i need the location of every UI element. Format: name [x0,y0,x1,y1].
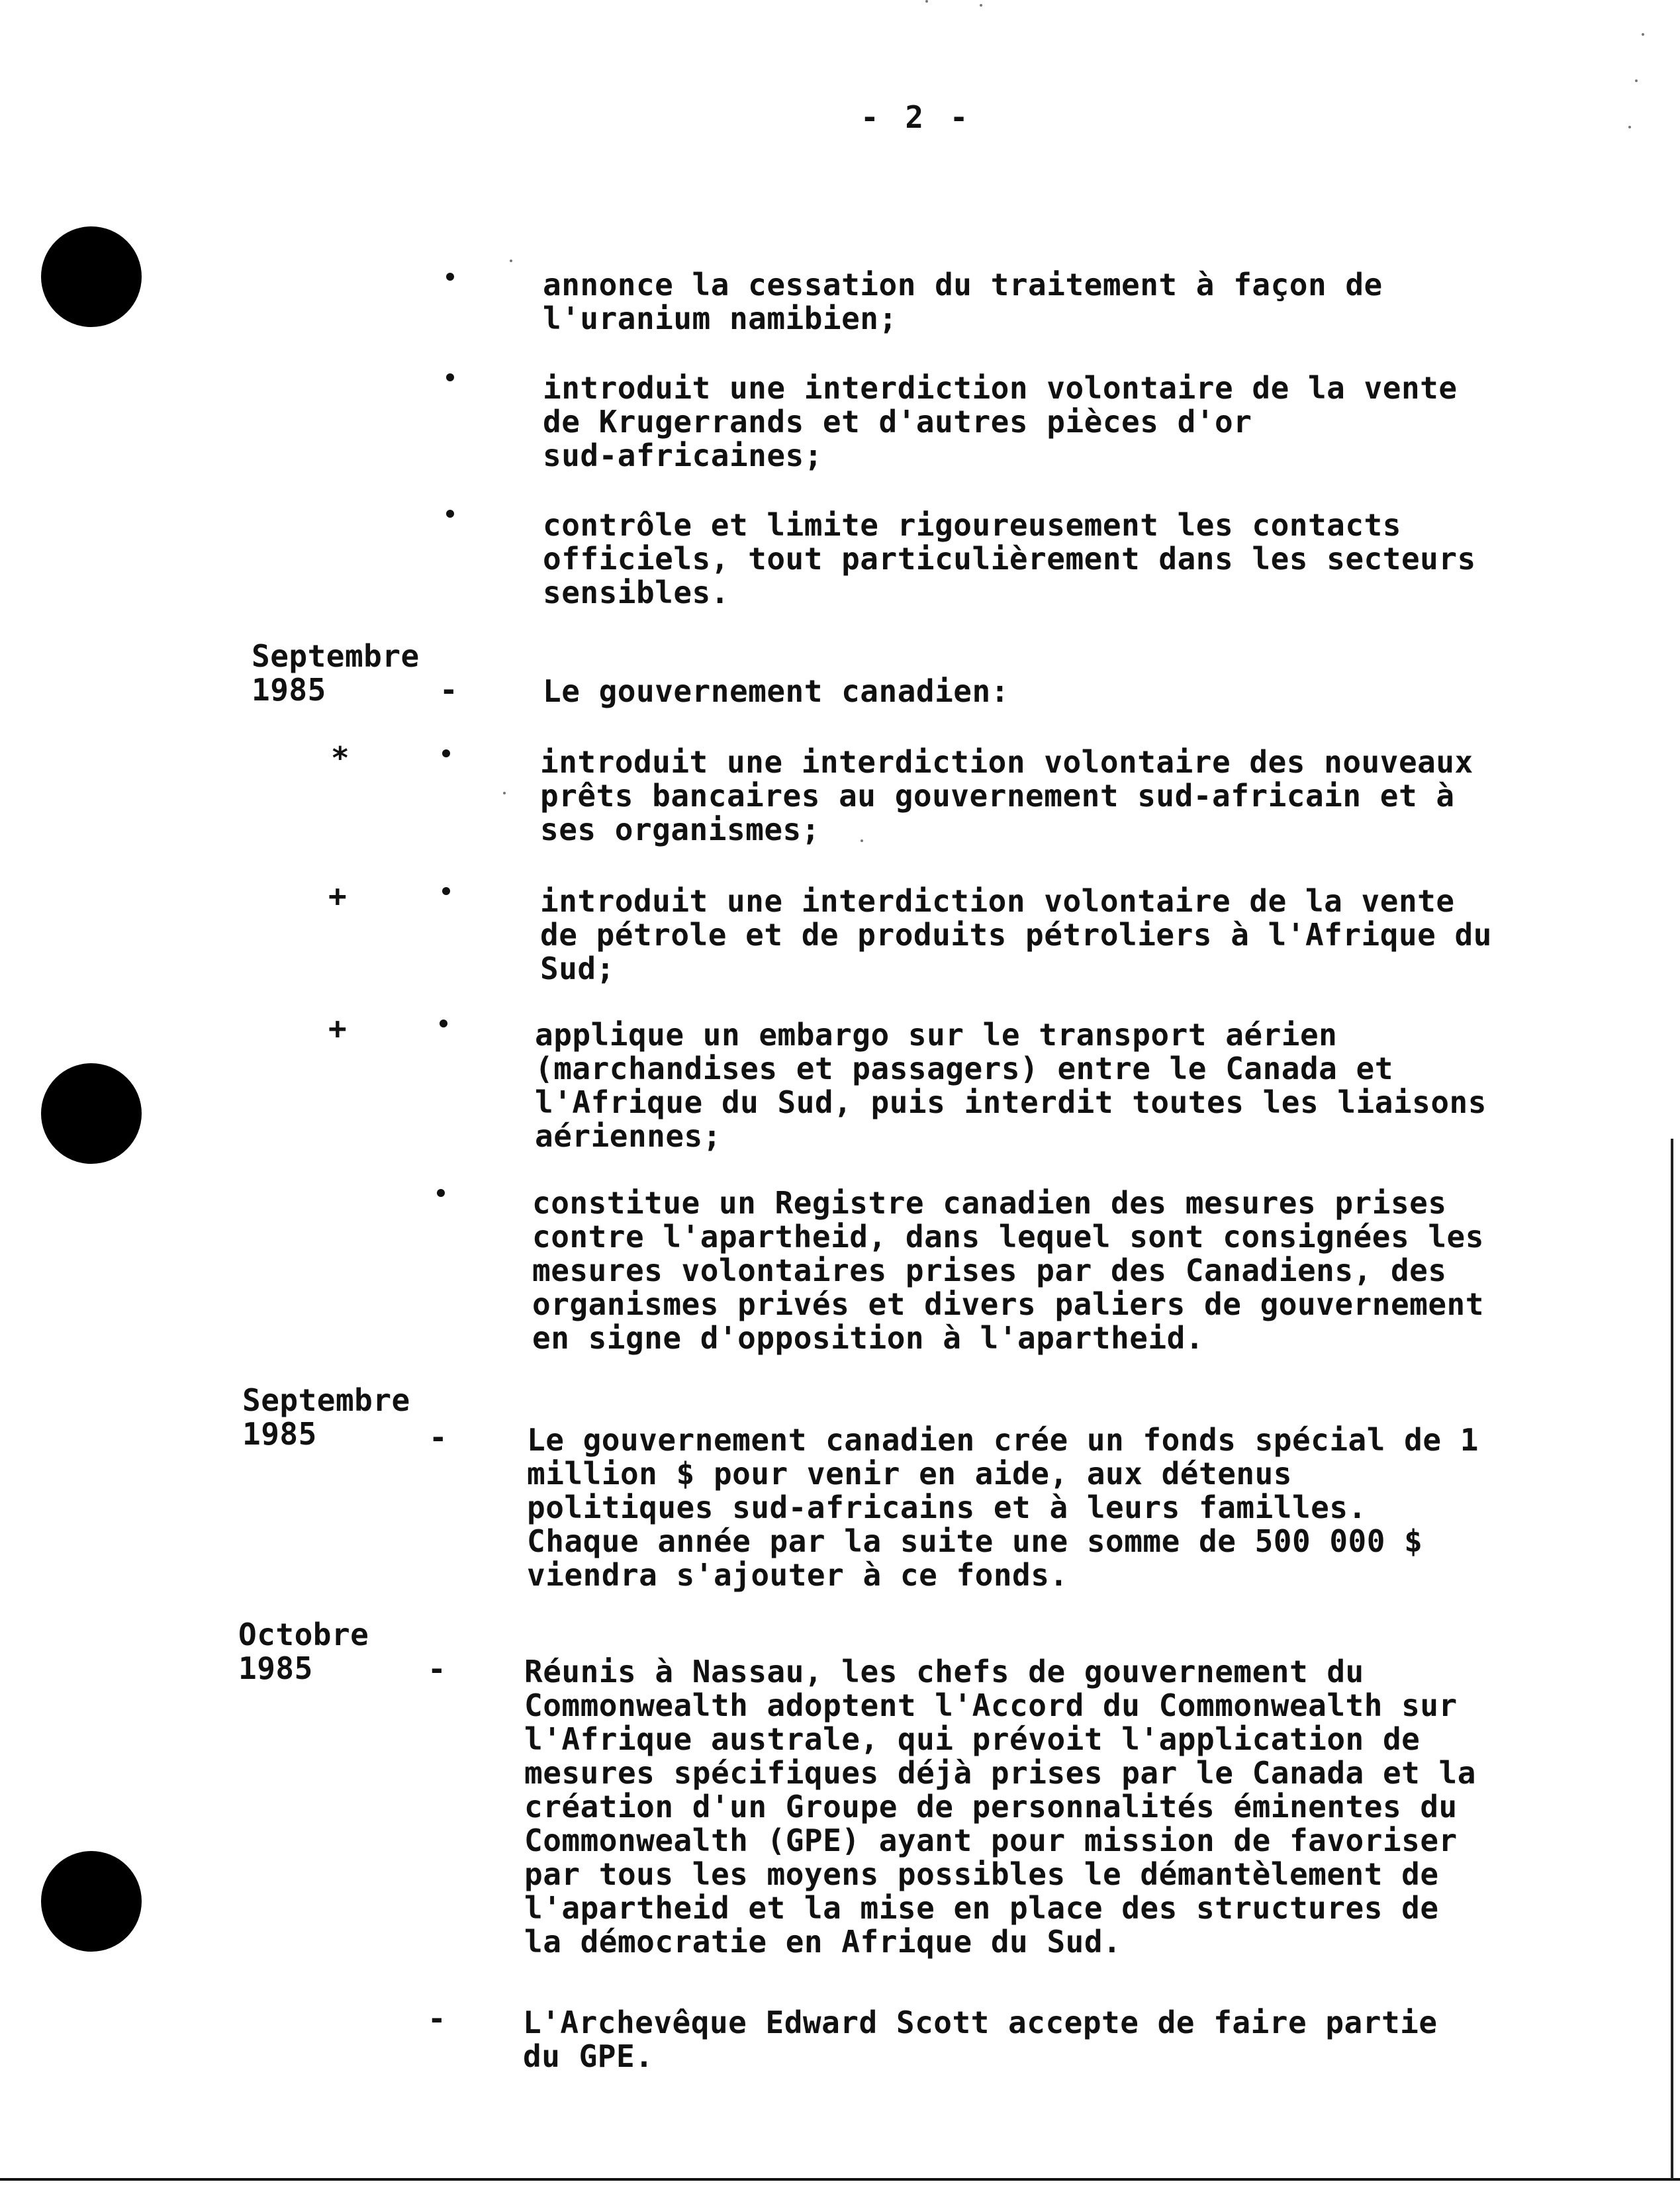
bullet-4 [442,749,450,757]
entry-4-line-0: introduit une interdiction volontaire des nouveaux [540,744,1473,780]
entry-0-line-1: l'uranium namibien; [543,301,898,336]
bullet-6 [440,1020,447,1027]
entry-3-date-month: Septembre [252,638,420,674]
entry-0-line-0: annonce la cessation du traitement à façon de [543,267,1383,303]
punch-hole-top [41,226,142,327]
entry-6-line-1: (marchandises et passagers) entre le Canada et [535,1051,1393,1086]
entry-9-line-4: création d'un Groupe de personnalités éminentes du [524,1789,1458,1825]
entry-4-text [540,745,1473,847]
scan-speck [1635,79,1638,82]
entry-5-line-2: Sud; [540,951,615,986]
entry-7-line-0: constitue un Registre canadien des mesures prises [532,1185,1447,1221]
scan-speck [503,792,506,794]
entry-6-line-2: l'Afrique du Sud, puis interdit toutes les liaisons [535,1084,1487,1120]
entry-4-line-1: prêts bancaires au gouvernement sud-africain et à [540,778,1455,814]
entry-8-dash: - [429,1419,447,1455]
entry-2-text [543,508,1476,610]
entry-8-date [242,1384,410,1451]
entry-8-line-0: Le gouvernement canadien crée un fonds spécial de 1 [527,1422,1479,1458]
entry-6-line-0: applique un embargo sur le transport aérien [535,1017,1338,1053]
bullet-2 [446,510,454,518]
entry-6-text [535,1018,1487,1153]
scan-speck [1628,126,1631,128]
entry-3-date [252,640,420,707]
entry-8-line-1: million $ pour venir en aide, aux détenus [527,1456,1292,1492]
bullet-1 [446,373,454,381]
entry-9-date-year: 1985 [238,1650,313,1686]
entry-5-line-1: de pétrole et de produits pétroliers à l'Afrique du [540,917,1492,953]
entry-0-text [543,268,1383,336]
entry-6-line-3: aériennes; [535,1118,722,1154]
entry-1-line-0: introduit une interdiction volontaire de la vente [543,370,1458,406]
entry-7-line-1: contre l'apartheid, dans lequel sont consignées les [532,1219,1484,1255]
entry-7-text [532,1186,1484,1355]
entry-9-dash: - [428,1651,446,1687]
entry-2-line-2: sensibles. [543,575,729,610]
scan-speck [1642,33,1644,36]
scan-bottom-edge [0,2178,1680,2181]
scan-speck [510,260,512,262]
entry-7-line-2: mesures volontaires prises par des Canadiens, des [532,1253,1447,1288]
entry-9-line-8: la démocratie en Afrique du Sud. [524,1924,1122,1960]
entry-8-text [527,1423,1479,1592]
entry-9-line-6: par tous les moyens possibles le démantèlement de [524,1856,1439,1892]
entry-7-line-3: organismes privés et divers paliers de gouvernement [532,1286,1484,1322]
entry-10-text [523,2006,1438,2073]
entry-8-line-2: politiques sud-africains et à leurs familles. [527,1490,1367,1525]
entry-5-text [540,884,1492,986]
entry-4-marker: * [331,740,350,776]
entry-5-line-0: introduit une interdiction volontaire de la vente [540,883,1455,919]
page-number: - 2 - [861,99,972,135]
entry-2-line-0: contrôle et limite rigoureusement les contacts [543,507,1401,543]
entry-1-line-1: de Krugerrands et d'autres pièces d'or [543,404,1252,440]
bullet-0 [446,273,454,281]
entry-3-date-year: 1985 [252,672,326,708]
entry-9-line-3: mesures spécifiques déjà prises par le Canada et la [524,1755,1476,1791]
entry-1-text [543,371,1458,473]
entry-3-line-0: Le gouvernement canadien: [543,673,1009,709]
entry-9-date [238,1618,369,1686]
entry-1-line-2: sud-africaines; [543,438,823,473]
scan-right-edge [1671,1139,1673,2179]
entry-10-dash: - [428,2001,446,2036]
entry-8-line-4: viendra s'ajouter à ce fonds. [527,1557,1068,1593]
entry-9-date-month: Octobre [238,1617,369,1652]
entry-2-line-1: officiels, tout particulièrement dans les secteurs [543,541,1476,577]
entry-5-marker: + [328,878,347,914]
entry-9-line-0: Réunis à Nassau, les chefs de gouvernement du [524,1654,1364,1689]
entry-9-line-5: Commonwealth (GPE) ayant pour mission de favoriser [524,1823,1458,1858]
scan-speck [861,839,863,842]
entry-10-line-1: du GPE. [523,2038,654,2074]
entry-6-marker: + [328,1010,347,1046]
entry-8-date-year: 1985 [242,1416,317,1452]
scan-speck [980,4,982,7]
entry-4-line-2: ses organismes; [540,812,820,847]
entry-3-text [543,675,1009,708]
entry-8-date-month: Septembre [242,1382,410,1418]
entry-7-line-4: en signe d'opposition à l'apartheid. [532,1320,1204,1356]
entry-10-line-0: L'Archevêque Edward Scott accepte de faire partie [523,2005,1438,2040]
punch-hole-middle [41,1063,142,1164]
bullet-7 [437,1189,445,1197]
entry-3-dash: - [440,672,458,708]
bullet-5 [442,887,450,895]
entry-8-line-3: Chaque année par la suite une somme de 500 000 $ [527,1523,1423,1559]
scan-speck [925,0,928,3]
entry-9-line-1: Commonwealth adoptent l'Accord du Commonwealth sur [524,1687,1458,1723]
entry-9-line-7: l'apartheid et la mise en place des structures de [524,1890,1439,1926]
entry-9-line-2: l'Afrique australe, qui prévoit l'application de [524,1721,1421,1757]
entry-9-text [524,1655,1476,1959]
punch-hole-bottom [41,1851,142,1952]
